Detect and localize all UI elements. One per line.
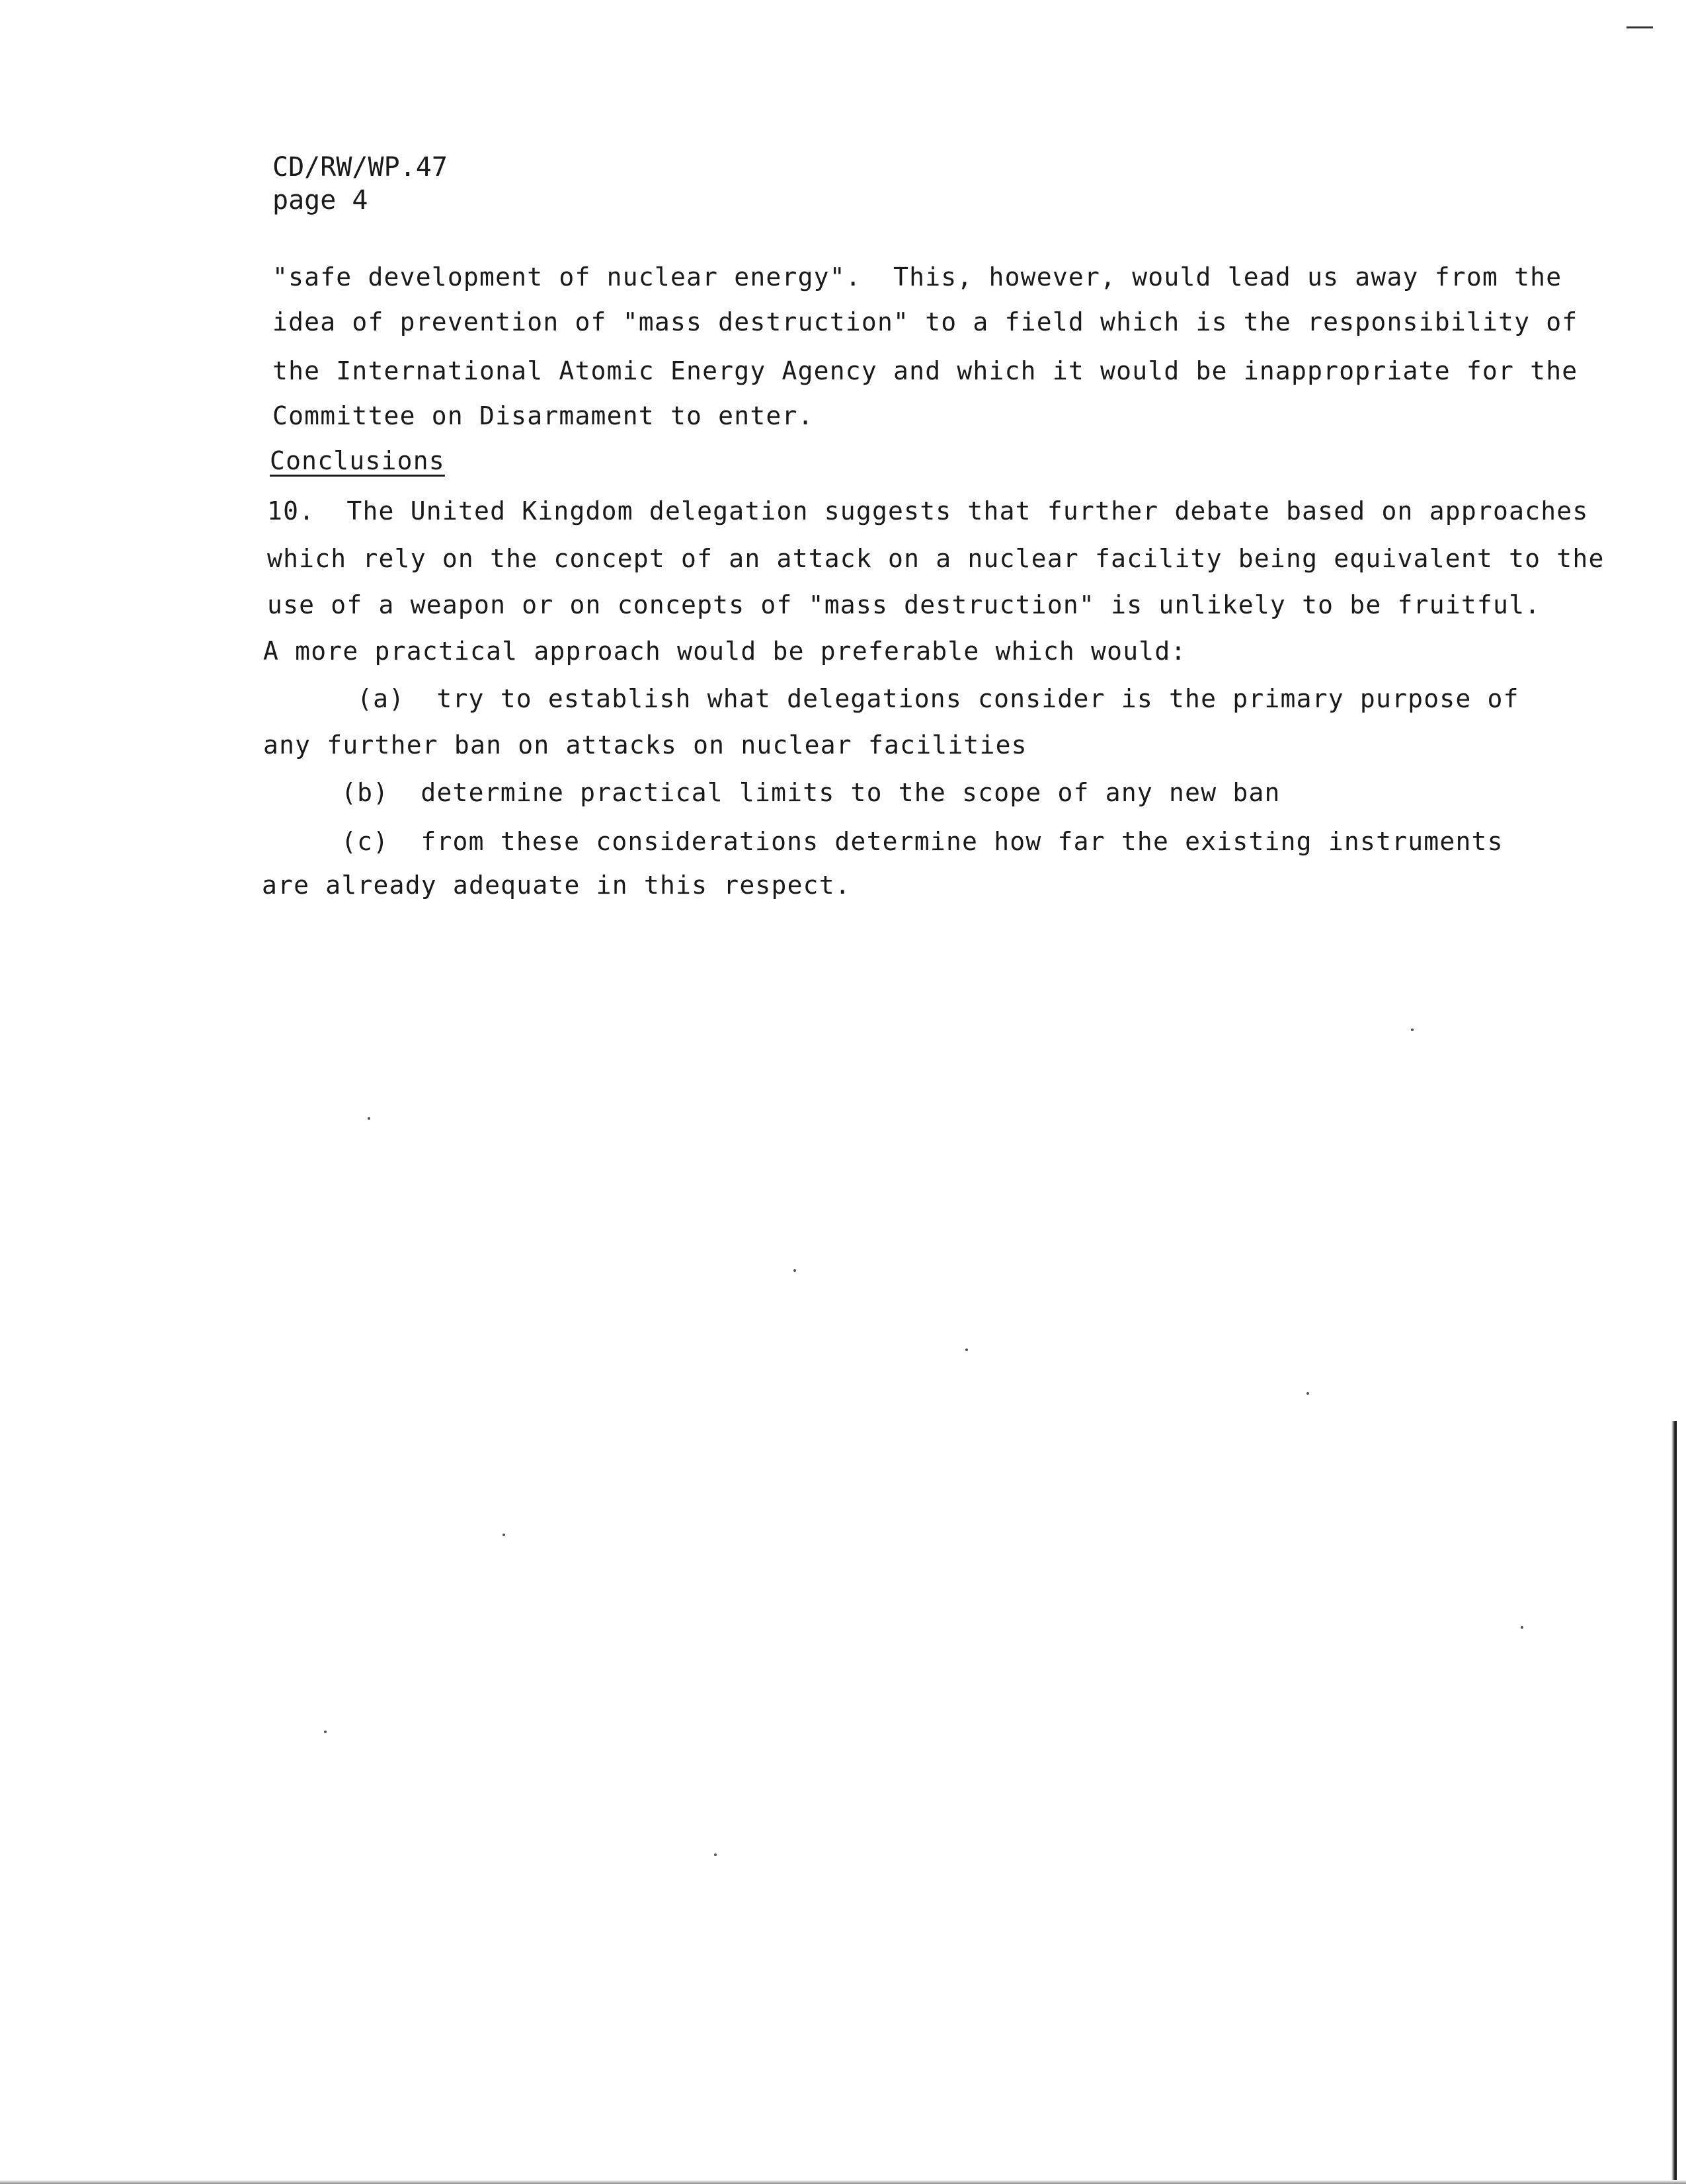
list-item-a-continuation: any further ban on attacks on nuclear facilities	[263, 730, 1027, 760]
scan-mark	[1626, 26, 1653, 28]
scan-speck	[324, 1731, 327, 1733]
body-line: 10. The United Kingdom delegation suggests that further debate based on approaches	[267, 496, 1589, 526]
scan-speck	[793, 1269, 796, 1272]
scan-speck	[1521, 1626, 1523, 1629]
scan-speck	[714, 1853, 717, 1856]
scan-speck	[502, 1534, 505, 1536]
list-item-c-continuation: are already adequate in this respect.	[262, 871, 851, 900]
page-number: page 4	[272, 185, 368, 215]
scan-speck	[965, 1348, 968, 1351]
document-symbol: CD/RW/WP.47	[272, 152, 448, 182]
body-line: "safe development of nuclear energy". This, however, would lead us away from the	[272, 262, 1562, 292]
body-line: idea of prevention of "mass destruction" to a field which is the responsibility of	[272, 307, 1578, 336]
scan-speck	[1411, 1029, 1414, 1031]
body-line: Committee on Disarmament to enter.	[272, 401, 814, 430]
scan-page-edge	[1671, 1421, 1677, 2184]
document-header	[272, 151, 448, 217]
list-item-a: (a) try to establish what delegations consider is the primary purpose of	[357, 684, 1519, 713]
scan-speck	[368, 1117, 370, 1120]
section-heading: Conclusions	[270, 446, 445, 475]
body-line: the International Atomic Energy Agency and which it would be inappropriate for the	[272, 356, 1578, 385]
body-line: which rely on the concept of an attack on a nuclear facility being equivalent to the	[267, 544, 1605, 573]
scan-speck	[1306, 1392, 1309, 1395]
scan-bottom-edge	[0, 2180, 1686, 2184]
body-line: A more practical approach would be preferable which would:	[263, 637, 1187, 666]
list-item-c: (c) from these considerations determine how far the existing instruments	[341, 827, 1504, 856]
body-line: use of a weapon or on concepts of "mass destruction" is unlikely to be fruitful.	[267, 590, 1541, 619]
list-item-b: (b) determine practical limits to the scope of any new ban	[341, 778, 1281, 807]
